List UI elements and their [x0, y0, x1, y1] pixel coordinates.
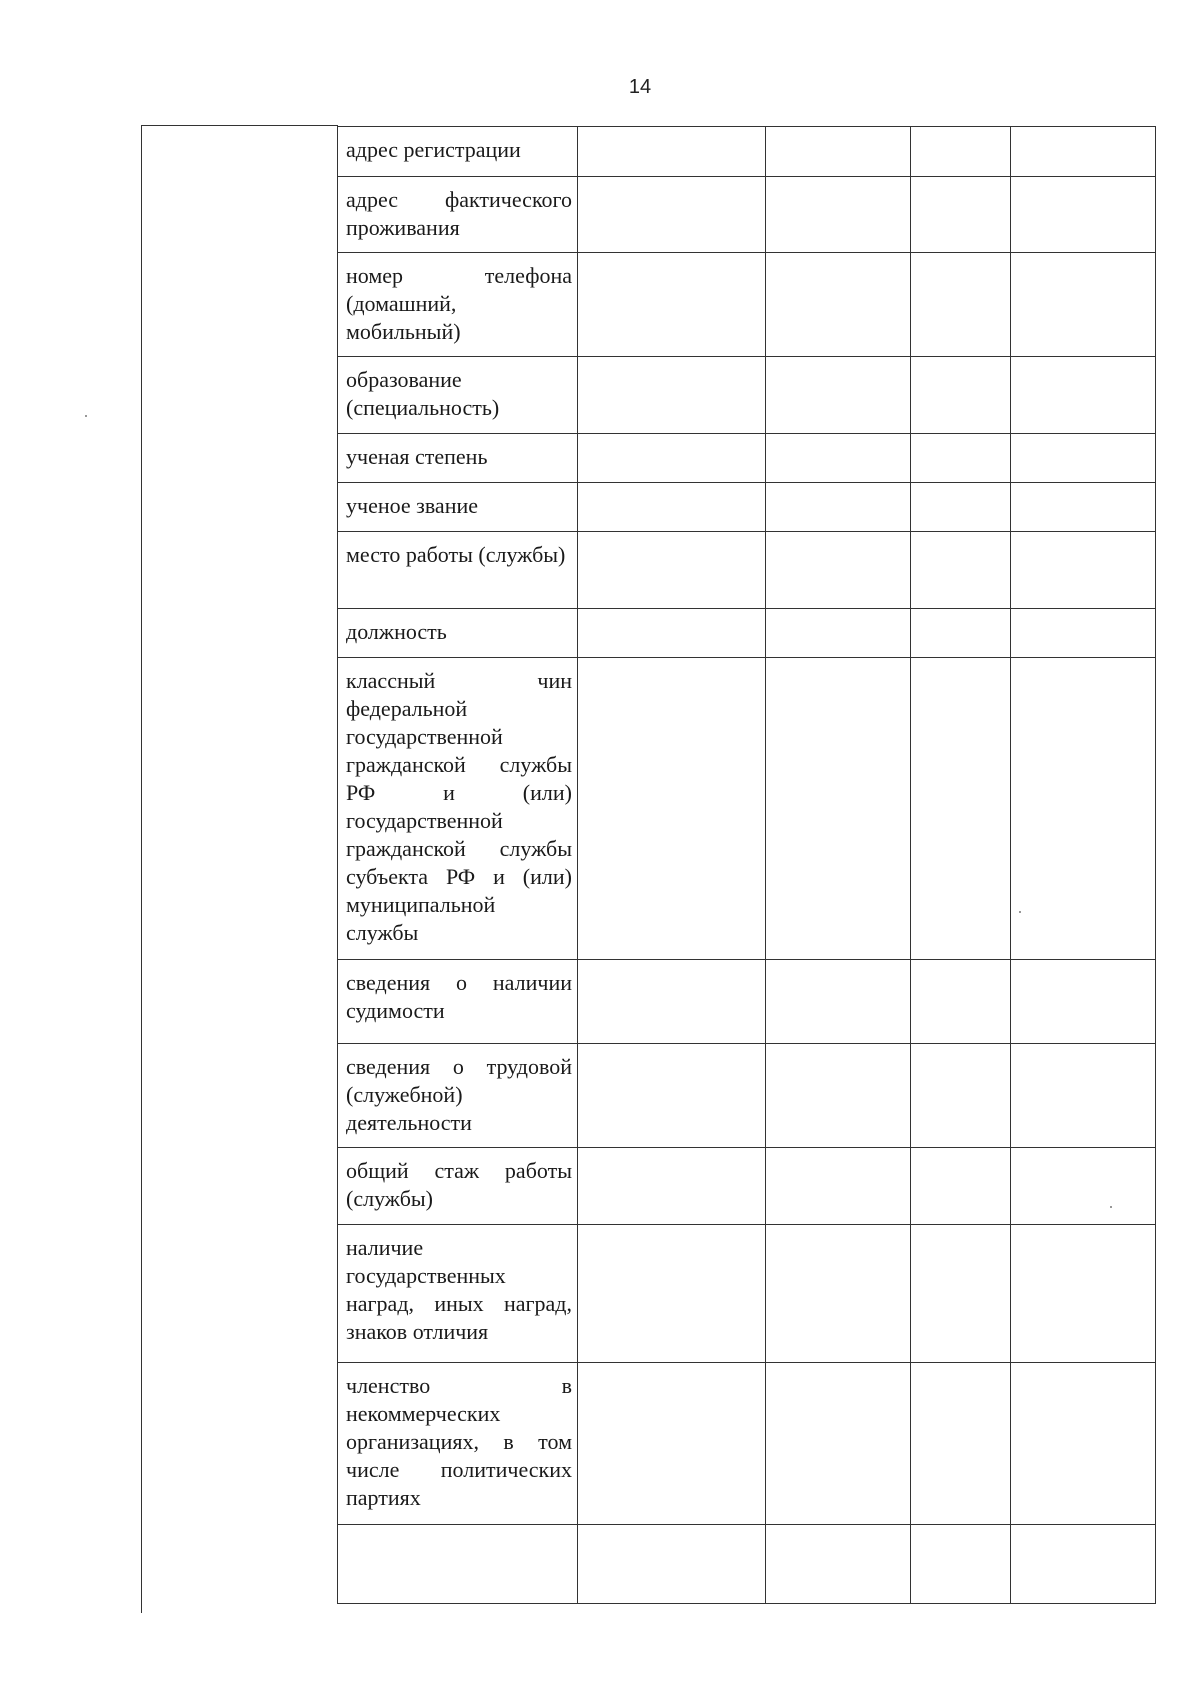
row-label: адрес регистрации [338, 127, 578, 177]
row-label: сведения о наличии судимости [338, 960, 578, 1044]
empty-value-cell[interactable] [766, 177, 911, 253]
row-label: членство в некоммерческих организациях, в том числе политических партиях [338, 1363, 578, 1525]
empty-value-cell[interactable] [911, 1363, 1011, 1525]
empty-value-cell[interactable] [578, 483, 766, 532]
empty-value-cell[interactable] [578, 532, 766, 609]
empty-value-cell[interactable] [1011, 1148, 1156, 1225]
empty-value-cell[interactable] [578, 960, 766, 1044]
empty-value-cell[interactable] [911, 357, 1011, 434]
empty-value-cell[interactable] [578, 609, 766, 658]
table-row [338, 1044, 1156, 1148]
empty-value-cell[interactable] [1011, 1525, 1156, 1604]
table-row [338, 658, 1156, 960]
empty-value-cell[interactable] [578, 434, 766, 483]
empty-value-cell[interactable] [766, 609, 911, 658]
empty-value-cell[interactable] [911, 127, 1011, 177]
empty-value-cell[interactable] [911, 177, 1011, 253]
table-row [338, 532, 1156, 609]
outer-frame-top-border [141, 125, 338, 126]
empty-value-cell[interactable] [911, 532, 1011, 609]
empty-value-cell[interactable] [578, 1363, 766, 1525]
row-label: адрес фактического проживания [338, 177, 578, 253]
empty-value-cell[interactable] [1011, 609, 1156, 658]
empty-value-cell[interactable] [1011, 1044, 1156, 1148]
empty-value-cell[interactable] [578, 1148, 766, 1225]
empty-value-cell[interactable] [1011, 658, 1156, 960]
empty-value-cell[interactable] [578, 658, 766, 960]
empty-value-cell[interactable] [578, 357, 766, 434]
empty-value-cell[interactable] [1011, 532, 1156, 609]
empty-value-cell[interactable] [911, 434, 1011, 483]
applicant-info-table [337, 126, 1156, 1604]
empty-value-cell[interactable] [911, 960, 1011, 1044]
row-label: образование (специальность) [338, 357, 578, 434]
empty-value-cell[interactable] [911, 1044, 1011, 1148]
empty-value-cell[interactable] [766, 960, 911, 1044]
row-label: наличие государственных наград, иных наград, знаков отличия [338, 1225, 578, 1363]
empty-value-cell[interactable] [578, 253, 766, 357]
table-body [338, 127, 1156, 1604]
empty-value-cell[interactable] [911, 483, 1011, 532]
empty-value-cell[interactable] [766, 532, 911, 609]
outer-frame-left-border [141, 125, 142, 1613]
empty-value-cell[interactable] [766, 658, 911, 960]
empty-value-cell[interactable] [578, 127, 766, 177]
table-row [338, 1225, 1156, 1363]
table-row [338, 1525, 1156, 1604]
empty-value-cell[interactable] [766, 357, 911, 434]
empty-value-cell[interactable] [1011, 127, 1156, 177]
empty-value-cell[interactable] [766, 127, 911, 177]
empty-value-cell[interactable] [578, 1525, 766, 1604]
empty-value-cell[interactable] [1011, 960, 1156, 1044]
row-label: классный чин федеральной государственной гражданской службы РФ и (или) государственной гражданской службы субъекта РФ и (или) муниципальной службы [338, 658, 578, 960]
table-row [338, 483, 1156, 532]
empty-value-cell[interactable] [911, 253, 1011, 357]
page-number: 14 [628, 76, 652, 98]
table-row [338, 960, 1156, 1044]
empty-value-cell[interactable] [1011, 177, 1156, 253]
empty-value-cell[interactable] [766, 483, 911, 532]
table-row [338, 434, 1156, 483]
empty-value-cell[interactable] [911, 1225, 1011, 1363]
table-row [338, 609, 1156, 658]
scan-speck [85, 415, 87, 417]
row-label: должность [338, 609, 578, 658]
empty-value-cell[interactable] [578, 1225, 766, 1363]
empty-value-cell[interactable] [766, 1363, 911, 1525]
row-label: номер телефона (домашний, мобильный) [338, 253, 578, 357]
empty-value-cell[interactable] [1011, 483, 1156, 532]
table-row [338, 357, 1156, 434]
empty-value-cell[interactable] [911, 1525, 1011, 1604]
table-row [338, 253, 1156, 357]
empty-value-cell[interactable] [578, 1044, 766, 1148]
empty-value-cell[interactable] [1011, 1363, 1156, 1525]
empty-value-cell[interactable] [1011, 434, 1156, 483]
row-label: общий стаж работы (службы) [338, 1148, 578, 1225]
empty-value-cell[interactable] [766, 253, 911, 357]
table-row [338, 1363, 1156, 1525]
empty-value-cell[interactable] [766, 1148, 911, 1225]
row-label [338, 1525, 578, 1604]
row-label: сведения о трудовой (служебной) деятельности [338, 1044, 578, 1148]
empty-value-cell[interactable] [911, 609, 1011, 658]
table-row [338, 1148, 1156, 1225]
row-label: место работы (службы) [338, 532, 578, 609]
empty-value-cell[interactable] [911, 1148, 1011, 1225]
empty-value-cell[interactable] [766, 434, 911, 483]
row-label: ученое звание [338, 483, 578, 532]
table-row [338, 127, 1156, 177]
empty-value-cell[interactable] [1011, 253, 1156, 357]
empty-value-cell[interactable] [578, 177, 766, 253]
empty-value-cell[interactable] [1011, 357, 1156, 434]
empty-value-cell[interactable] [766, 1225, 911, 1363]
empty-value-cell[interactable] [1011, 1225, 1156, 1363]
row-label: ученая степень [338, 434, 578, 483]
empty-value-cell[interactable] [766, 1525, 911, 1604]
empty-value-cell[interactable] [766, 1044, 911, 1148]
empty-value-cell[interactable] [911, 658, 1011, 960]
table-row [338, 177, 1156, 253]
